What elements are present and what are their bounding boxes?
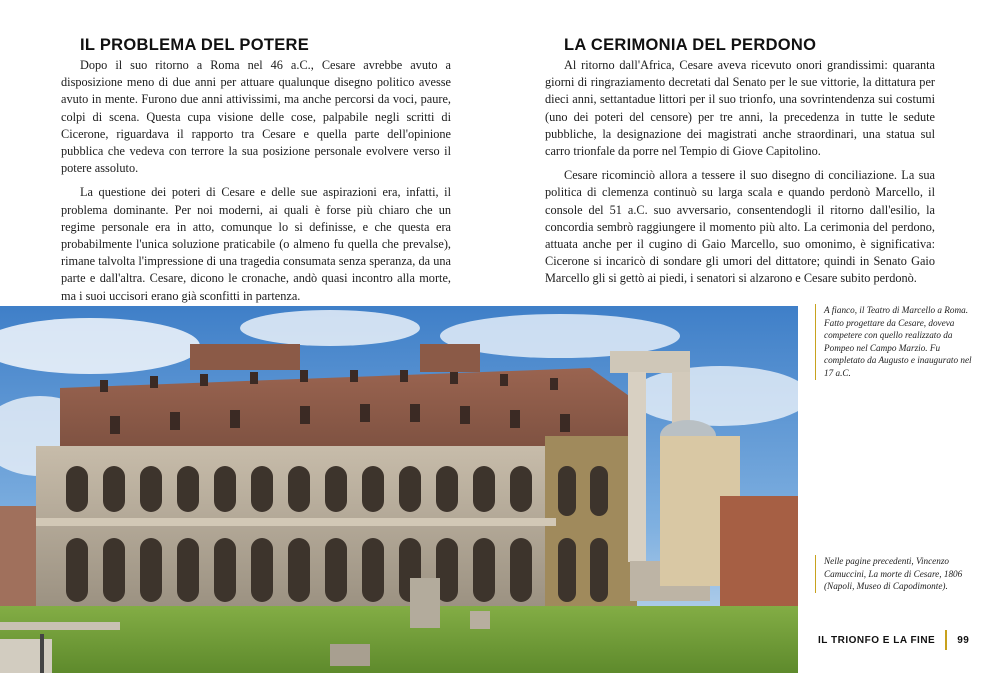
running-head: IL TRIONFO E LA FINE bbox=[818, 634, 936, 646]
section-title-left: IL PROBLEMA DEL POTERE bbox=[80, 36, 310, 54]
section-title-right: LA CERIMONIA DEL PERDONO bbox=[564, 36, 817, 54]
right-paragraph-2: Cesare ricominciò allora a tessere il suo disegno di conciliazione. La sua politica di clemenza continuò su larga scala e quando perdonò Marcello, il console del 51 a.C. suo avversario, consentendogli il ritorno dall'esilio, la concordia sembrò raggiungere il momento più alto. La cerimonia del perdono, attuata anche per il cugino di Gaio Marcello, suo omonimo, è significativa: Cicerone si incaricò di sondare gli umori del dittatore; quindi in Senato Gaio Marcello gli si gettò ai piedi, i senatori si alzarono e Cesare subito perdonò. bbox=[545, 168, 935, 286]
theatre-of-marcellus-photo bbox=[0, 306, 798, 673]
footer-divider bbox=[945, 630, 947, 650]
left-paragraph-1: Dopo il suo ritorno a Roma nel 46 a.C., Cesare avrebbe avuto a disposizione meno di due anni per attuare qualunque disegno politico avesse avuto in mente. Furono due anni attivissimi, ma anche percorsi da voci, paure, colpi di scena. Questa cupa visione delle cose, palpabile negli scritti di Cicerone, riguardava il rapporto tra Cesare e quella parte dell'opinione pubblica che vedeva con terrore la sua posizione personale evolvere verso il potere assoluto. bbox=[61, 58, 451, 176]
left-paragraph-2: La questione dei poteri di Cesare e delle sue aspirazioni era, infatti, il problema dominante. Per noi moderni, ai quali è forse più chiaro che un regime personale era in atto, comunque lo si definisse, e che questa era probabilmente l'unica soluzione praticabile (o almeno fu quella che prevalse), rimane talvolta l'impressione di una tragedia consumata senza speranza, da una parte e dall'altra. Cesare, dicono le cronache, andò quasi incontro alla morte, ma i suoi uccisori erano già sconfitti in partenza. bbox=[61, 185, 451, 303]
caption-previous-pages: Nelle pagine precedenti, Vincenzo Camuccini, La morte di Cesare, 1806 (Napoli, Museo di Capodimonte). bbox=[815, 555, 974, 593]
left-column bbox=[61, 36, 451, 312]
right-column bbox=[545, 36, 935, 295]
page-number: 99 bbox=[957, 634, 970, 646]
page-footer bbox=[818, 633, 969, 647]
caption-theatre: A fianco, il Teatro di Marcello a Roma. Fatto progettare da Cesare, doveva competere con quello realizzato da Pompeo nel Campo Marzio. Fu completato da Augusto e inaugurato nel 17 a.C. bbox=[815, 304, 974, 380]
right-paragraph-1: Al ritorno dall'Africa, Cesare aveva ricevuto onori grandissimi: quaranta giorni di ringraziamento decretati dal Senato per le sue vittorie, la dittatura per dieci anni, settantadue littori per il suo trionfo, una sovrintendenza sui costumi (uno dei poteri del censore) per tre anni, la precedenza in tutte le sedute pubbliche, la designazione dei magistrati anche straordinari, una statua sul carro trionfale da porre nel Tempio di Giove Capitolino. bbox=[545, 58, 935, 159]
